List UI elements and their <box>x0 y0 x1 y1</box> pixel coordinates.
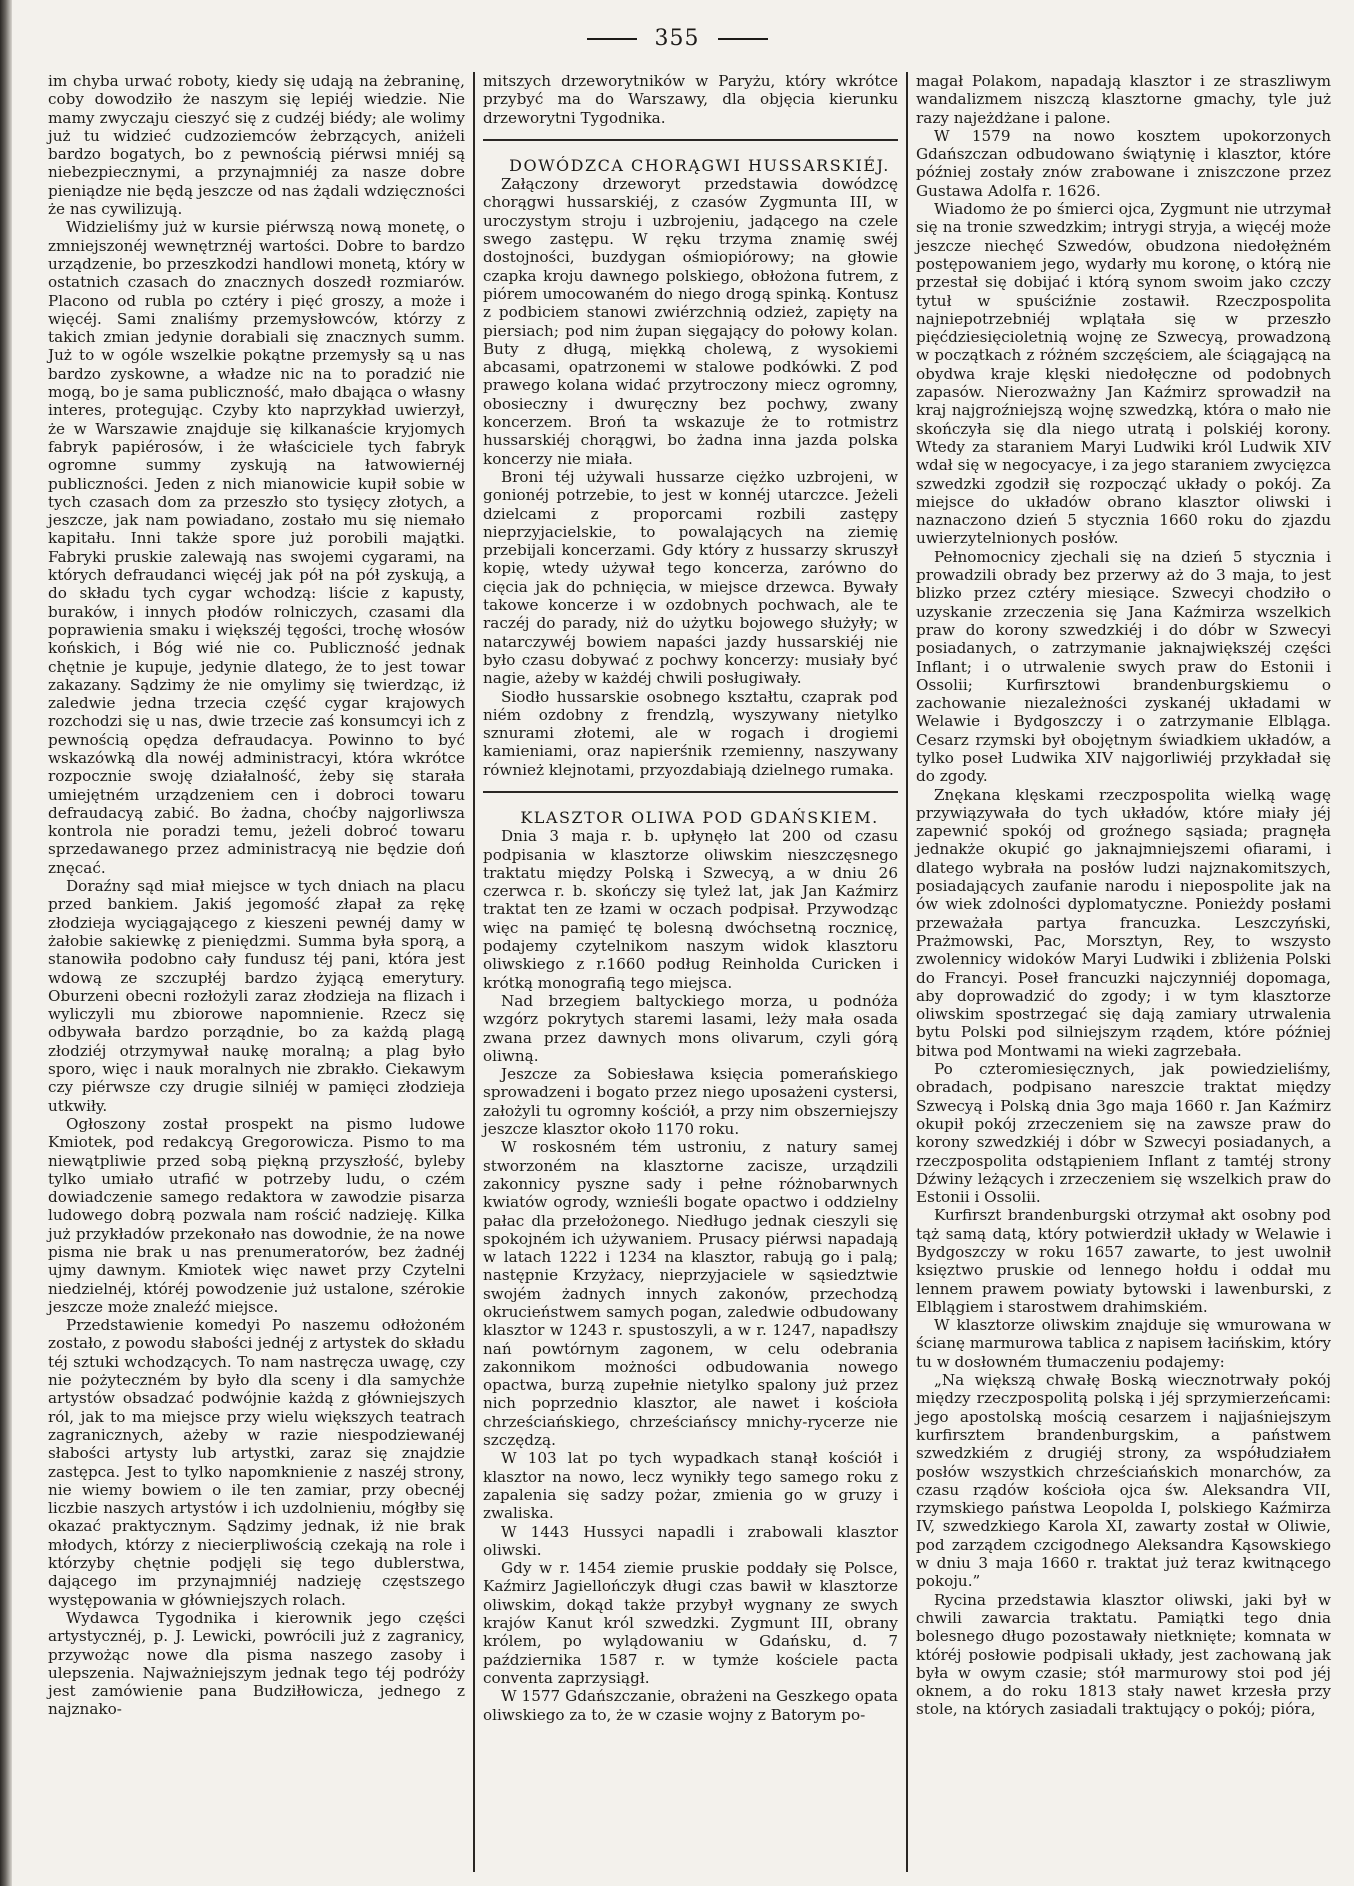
paragraph: Jeszcze za Sobiesława księcia pomerańskiego sprowadzeni i bogato przez niego uposażeni cystersi, założyli tu ogromny kościół, a przy nim obszerniejszy jeszcze klasztor około 1170 roku. <box>483 1065 898 1139</box>
paragraph: Kurfirszt brandenburgski otrzymał akt osobny pod tąż samą datą, który potwierdził układy w Welawie i Bydgoszczy w roku 1657 zawarte, to jest uwolnił księztwo pruskie od lennego hołdu i oddał mu lennem prawem powiaty bytowski i lawenburski, z Elblągiem i starostwem drahimskiém. <box>916 1206 1331 1316</box>
page-binding-edge <box>0 0 12 1886</box>
page-number: 355 <box>654 26 700 51</box>
section-title-hussar: DOWÓDZCA CHORĄGWI HUSSARSKIÉJ. <box>509 155 890 175</box>
paragraph: Wydawca Tygodnika i kierownik jego części artystycznéj, p. J. Lewicki, powrócili już z zagranicy, przywożąc nowe dla pisma naszego zasoby i ulepszenia. Najważniejszym jednak tego téj podróży jest zamówienie pana Budziłłowicza, jednego z najznako- <box>48 1608 465 1719</box>
paragraph: Znękana klęskami rzeczpospolita wielką wagę przywiązywała do tych układów, które miały jéj zapewnić spokój od groźnego sąsiada; pragnęła jednakże okupić go jaknajmniejszemi ofiarami, i dlatego wybrała na posłów ludzi najznakomitszych, posiadających zaufanie narodu i niepospolite jak na ów wiek zdolności dyplomatyczne. Ponieżdy posłami przeważała partya francuzka. Leszczyński, Prażmowski, Pac, Morsztyn, Rey, to wszysto zwolennicy widoków Maryi Ludwiki i zbliżenia Polski do Francyi. Poseł francuzki najczynniéj dopomaga, aby doprowadzić do zgody; i w tym klasztorze oliwskim spostrzegać się dają zamiary utrwalenia bytu Polski pod silniejszym rządem, które później bitwa pod Montwami na wieki zagrzebała. <box>916 785 1331 1060</box>
paragraph: Siodło hussarskie osobnego kształtu, czaprak pod niém ozdobny z frendzlą, wyszywany nietylko sznurami złotemi, ale w rogach i drogiemi kamieniami, oraz napierśnik rzemienny, naszywany również klejnotami, przyozdabiają dzielnego rumaka. <box>483 687 898 779</box>
page-header <box>0 26 1354 51</box>
paragraph: Nad brzegiem baltyckiego morza, u podnóża wzgórz pokrytych staremi lasami, leży mała osada zwana przez dawnych mons olivarum, czyli górą oliwną. <box>483 991 898 1065</box>
paragraph: W 103 lat po tych wypadkach stanął kościół i klasztor na nowo, lecz wynikły tego samego roku z zapalenia się sadzy pożar, zmienia go w gruzy i zwaliska. <box>483 1449 898 1523</box>
paragraph: Pełnomocnicy zjechali się na dzień 5 stycznia i prowadzili obrady bez przerwy aż do 3 maja, to jest blizko przez cztéry miesiące. Szwecyi chodziło o uzyskanie zrzeczenia się Jana Kaźmirza wszelkich praw do korony szwedzkiéj i do dóbr w Szwecyi posiadanych, o zatrzymanie jaknajwiększéj części Inflant; i o utrwalenie swych praw do Estonii i Ossolii; Kurfirsztowi brandenburgskiemu o zachowanie niezależności zyskanéj układami w Welawie i Bydgoszczy i o zatrzymanie Elbląga. Cesarz rzymski był obojętnym świadkiem układów, a tylko poseł Ludwika XIV najgorliwiéj przykładał się do zgody. <box>916 547 1331 786</box>
paragraph: Ogłoszony został prospekt na pismo ludowe Kmiotek, pod redakcyą Gregorowicza. Pismo to ma niewątpliwie przed sobą piękną przyszłość, byleby tylko umiało utrafić w potrzeby ludu, o czém dowiadczenie samego redaktora w zawodzie pisarza ludowego dobrą pozwala nam rościć nadzieję. Kilka już przykładów przekonało nas dowodnie, że na nowe pisma nie brak u nas prenumeratorów, bez żadnéj ujmy dawnym. Kmiotek więc nawet przy Czytelni niedzielnéj, któréj powodzenie już ustalone, szérokie jeszcze może znaleźć miejsce. <box>48 1114 465 1316</box>
paragraph: W 1577 Gdańszczanie, obrażeni na Geszkego opata oliwskiego za to, że w czasie wojny z Batorym po- <box>483 1687 898 1724</box>
treaty-inscription-quote: „Na większą chwałę Boską wiecznotrwały pokój między rzeczpospolitą polską i jéj sprzymierzeńcami: jego apostolską mością cesarzem i najjaśniejszym kurfirsztem brandenburgskim, a państwem szwedzkiém z drugiéj strony, za współudziałem posłów wszystkich chrześciańskich monarchów, za czasu rządów kościoła ojca św. Aleksandra VII, rzymskiego państwa Leopolda I, polskiego Kaźmirza IV, szwedzkiego Karola XI, zawarty został w Oliwie, pod zarządem czcigodnego Aleksandra Kąsowskiego w dniu 3 maja 1660 r. traktat już teraz kwitnącego pokoju.” <box>916 1371 1331 1591</box>
column-1 <box>40 72 473 1872</box>
column-2 <box>473 72 906 1872</box>
paragraph: Przedstawienie komedyi Po naszemu odłożoném zostało, z powodu słabości jednéj z artystek do składu téj sztuki wchodzących. To nam nastręcza uwagę, czy nie pożyteczném by było dla sceny i dla samychże artystów obsadzać podwójnie każdą z główniejszych ról, jak to ma miejsce przy wielu większych teatrach zagranicznych, ażeby w razie niespodziewanéj słabości artysty lub artystki, zaraz się znajdzie zastępca. Jest to tylko napomknienie z naszéj strony, nie wiemy bowiem o ile ten zamiar, przy obecnéj liczbie naszych artystów i ich uzdolnieniu, mógłby się okazać praktycznym. Sądzimy jednak, iż nie brak młodych, którzy z niecierpliwością czekają na role i którzyby chętnie podjęli się tego dublerstwa, dającego im przynajmniéj nadzieję częstszego występowania w główniejszych rolach. <box>48 1316 465 1609</box>
text-columns <box>40 72 1340 1872</box>
paragraph: W roskosném tém ustroniu, z natury samej stworzoném na klasztorne zacisze, urządzili zakonnicy pyszne sady i pełne różnobarwnych kwiatów ogrody, wznieśli bogate opactwo i oddzielny pałac dla przełożonego. Niedługo jednak cieszyli się spokojném ich używaniem. Prusacy piérwsi napadają w latach 1222 i 1234 na klasztor, rabują go i palą; następnie Krzyżacy, nieprzyjaciele w sąsiedztwie swojém żadnych innych zakonów, przechodzą okrucieństwem samych pogan, zaledwie odbudowany klasztor w 1243 r. spustoszyli, a w r. 1247, napadłszy nań powtórnym zagonem, w celu odebrania zakonnikom możności odbudowania nowego opactwa, burzą zupełnie nietylko spalony już przez nich poprzednio klasztor, ale nawet i kościoła chrześciańskiego, chrześciańscy mnichy-rycerze nie szczędzą. <box>483 1138 898 1450</box>
paragraph: Załączony drzeworyt przedstawia dowódzcę chorągwi hussarskiéj, z czasów Zygmunta III, w uroczystym stroju i uzbrojeniu, jadącego na czele swego zastępu. W ręku trzyma znamię swéj dostojności, buzdygan ośmiopiórowy; na głowie czapka kroju dawnego polskiego, obłożona futrem, z piórem umocowaném do niego drogą spinką. Kontusz z podbiciem stanowi zwiérzchnią odzież, zapięty na piersiach; pod nim żupan sięgający do połowy kolan. Buty z długą, miękką cholewą, z wysokiemi abcasami, opatrzonemi w stalowe podkówki. Z pod prawego kolana widać przytroczony miecz ogromny, obosieczny i dwuręczny bez pochwy, zwany koncerzem. Broń ta wskazuje że to rotmistrz hussarskiéj chorągwi, bo żadna inna jazda polska koncerzy nie miała. <box>483 175 898 468</box>
paragraph: Doraźny sąd miał miejsce w tych dniach na placu przed bankiem. Jakiś jegomość złapał za rękę złodzieja wyciągającego z kieszeni pewnéj damy w żałobie sakiewkę z pieniędzmi. Summa była sporą, a stanowiła podobno cały fundusz téj pani, która jest wdową ze szczupłéj bardzo żyjącą emerytury. Oburzeni obecni rozłożyli zaraz złodzieja na flizach i wyliczyli mu zbiorowe napomnienie. Rzecz się odbywała bardzo porządnie, bo za każdą plagą złodziéj otrzymywał naukę moralną; a plag było sporo, więc i nauk moralnych nie zbrakło. Ciekawym czy piérwsze czy drugie silniéj w pamięci złodzieja utkwiły. <box>48 877 465 1115</box>
header-rule-left <box>587 38 637 40</box>
paragraph: Po czteromiesięcznych, jak powiedzieliśmy, obradach, podpisano nareszcie traktat między Szwecyą i Polską dnia 3go maja 1660 r. Jan Kaźmirz okupił pokój zrzeczeniem się na zawsze praw do korony szwedzkiéj i dóbr w Szwecyi posiadanych, a rzeczpospolita odstąpieniem Inflant z tamtéj strony Dźwiny leżących i zrzeczeniem się wszelkich praw do Estonii i Ossolii. <box>916 1060 1331 1207</box>
paragraph: magał Polakom, napadają klasztor i ze straszliwym wandalizmem niszczą klasztorne gmachy, tyle już razy najeżdżane i palone. <box>916 72 1331 127</box>
section-title-oliwa: KLASZTOR OLIWA POD GDAŃSKIEM. <box>520 807 879 827</box>
column-3 <box>906 72 1339 1872</box>
paragraph: mitszych drzeworytników w Paryżu, który wkrótce przybyć ma do Warszawy, dla objęcia kierunku drzeworytni Tygodnika. <box>483 72 898 127</box>
paragraph: Dnia 3 maja r. b. upłynęło lat 200 od czasu podpisania w klasztorze oliwskim nieszczęsnego traktatu między Polską i Szwecyą, a w dniu 26 czerwca r. b. skończy się tyleż lat, jak Jan Kaźmirz traktat ten ze łzami w oczach podpisał. Przywodząc więc na pamięć tę bolesną dwóchsetną rocznicę, podajemy czytelnikom naszym widok klasztoru oliwskiego z r.1660 podług Reinholda Curicken i krótką monografią tego miejsca. <box>483 827 898 992</box>
paragraph: Rycina przedstawia klasztor oliwski, jaki był w chwili zawarcia traktatu. Pamiątki tego dnia bolesnego długo pozostawały nietknięte; komnata w któréj posłowie podpisali układy, jest zachowaną jak była w owym czasie; stół marmurowy stoi pod jéj oknem, a do roku 1813 stały nawet krzesła przy stole, na których zasiadali traktujący o pokój; pióra, <box>916 1590 1331 1719</box>
paragraph: im chyba urwać roboty, kiedy się udają na żebraninę, coby dowodziło że naszym się lepiéj wiedzie. Nie mamy zwyczaju cieszyć się z cudzéj biédy; ale wolimy już tu widzieć cudzoziemców żebrzących, aniżeli bardzo bogatych, bo z pewnością piérwsi mniéj są niebezpiecznymi, a przynajmniéj za nasze dobre pieniądze nie będą jeszcze od nas żądali wdzięczności że nas cywilizują. <box>48 72 465 219</box>
paragraph: W klasztorze oliwskim znajduje się wmurowana w ścianę marmurowa tablica z napisem łacińskim, który tu w dosłowném tłumaczeniu podajemy: <box>916 1316 1331 1371</box>
section-divider <box>483 791 898 793</box>
paragraph: W 1579 na nowo kosztem upokorzonych Gdańszczan odbudowano świątynię i klasztor, które później zostały znów zrabowane i zniszczone przez Gustawa Adolfa r. 1626. <box>916 126 1331 200</box>
paragraph: Broni téj używali hussarze ciężko uzbrojeni, w gonionéj potrzebie, to jest w konnéj utarczce. Jeżeli dzielcami z proporcami rozbili zastępy nieprzyjacielskie, to powalających na ziemię przebijali koncerzami. Gdy który z hussarzy skruszył kopię, wtedy używał tego koncerza, zarówno do cięcia jak do pchnięcia, w miejsce drzewca. Bywały takowe koncerze i w ozdobnych pochwach, ale te raczéj do parady, niż do użytku bojowego służyły; w natarczywéj bowiem napaści jazdy hussarskiéj nie było czasu dobywać z pochwy koncerzy: musiały być nagie, ażeby w każdéj chwili posługiwały. <box>483 467 898 688</box>
section-divider <box>483 139 898 141</box>
paragraph: Wiadomo że po śmierci ojca, Zygmunt nie utrzymał się na tronie szwedzkim; intrygi stryja, a więcéj może jeszcze niechęć Szwedów, obudzona niedołężném postępowaniem jego, wydarły mu koronę, o którą nie przestał się dobijać i którą synom swoim jako czczy tytuł w spuściźnie zostawił. Rzeczpospolita najniepotrzebniéj wplątała się w przeszło pięćdziesięcioletnią wojnę ze Szwecyą, prowadzoną w początkach z różném szczęściem, ale ściągającą na obydwa kraje klęski niedołęczne od podobnych zapasów. Nierozważny Jan Kaźmirz sprowadził na kraj najgroźniejszą wojnę szwedzką, która o mało nie skończyła się dla niego utratą i polskiéj korony. Wtedy za staraniem Maryi Ludwiki król Ludwik XIV wdał się w negocyacye, i za jego staraniem zwycięzca szwedzki zgodził się rozpocząć układy o pokój. Za miejsce do układów obrano klasztor oliwski i naznaczono dzień 5 stycznia 1660 roku do zjazdu uwierzytelnionych posłów. <box>916 200 1331 548</box>
paragraph: Gdy w r. 1454 ziemie pruskie poddały się Polsce, Kaźmirz Jagiellończyk długi czas bawił w klasztorze oliwskim, dokąd także przybył wygnany ze swych krajów Kanut król szwedzki. Zygmunt III, obrany królem, po wylądowaniu w Gdańsku, d. 7 października 1587 r. w tymże kościele pacta conventa zaprzysiągł. <box>483 1559 898 1687</box>
paragraph: W 1443 Hussyci napadli i zrabowali klasztor oliwski. <box>483 1522 898 1559</box>
header-rule-right <box>718 38 768 40</box>
paragraph: Widzieliśmy już w kursie piérwszą nową monetę, o zmniejszonéj wewnętrznéj wartości. Dobre to bardzo urządzenie, bo przeszkodzi handlowi monetą, który w ostatnich czasach do znacznych doszedł rozmiarów. Placono od rubla po cztéry i pięć groszy, a może i więcéj. Sami znaliśmy przemysłowców, którzy z takich zmian jedynie dorabiali się znacznych summ. Już to w ogóle wszelkie pokątne przemysły są u nas bardzo zyskowne, a władze nic na to poradzić nie mogą, bo je sama publiczność, mało dbająca o własny interes, protegując. Czyby kto naprzykład uwierzył, że w Warszawie znajduje się kilkanaście kryjomych fabryk papiérosów, i że właściciele tych fabryk ogromne summy zyskują na łatwowiernéj publiczności. Jeden z nich mianowicie kupił sobie w tych czasach dom za przeszło sto tysięcy złotych, a jeszcze, jak nam powiadano, zostało mu się niemało kapitału. Inni także spore już porobili majątki. Fabryki pruskie zalewają nas swojemi cygarami, na których defraudanci więcéj jak pół na pół zyskują, a do składu tych cygar wchodzą: liście z kapusty, buraków, i innych płodów rolniczych, czasami dla poprawienia smaku i większéj tęgości, trochę włosów końskich, i Bóg wié nie co. Publiczność jednak chętnie je kupuje, jedynie dlatego, że to jest towar zakazany. Sądzimy że nie omylimy się twierdząc, iż zaledwie jedna trzecia część cygar krajowych rozchodzi się u nas, dwie trzecie zaś konsumcyi ich z pewnością opędza defraudacya. Powinno to być wskazówką dla nowéj administracyi, która wkrótce rozpocznie swoję działalność, żeby się starała umiejętném urządzeniem cen i dobroci towaru defraudacyą zabić. Bo żadna, choćby najgorliwsza kontrola nie poradzi temu, jeżeli dobroć towaru sprzedawanego przez administracyą nie będzie doń znęcać. <box>48 218 465 877</box>
